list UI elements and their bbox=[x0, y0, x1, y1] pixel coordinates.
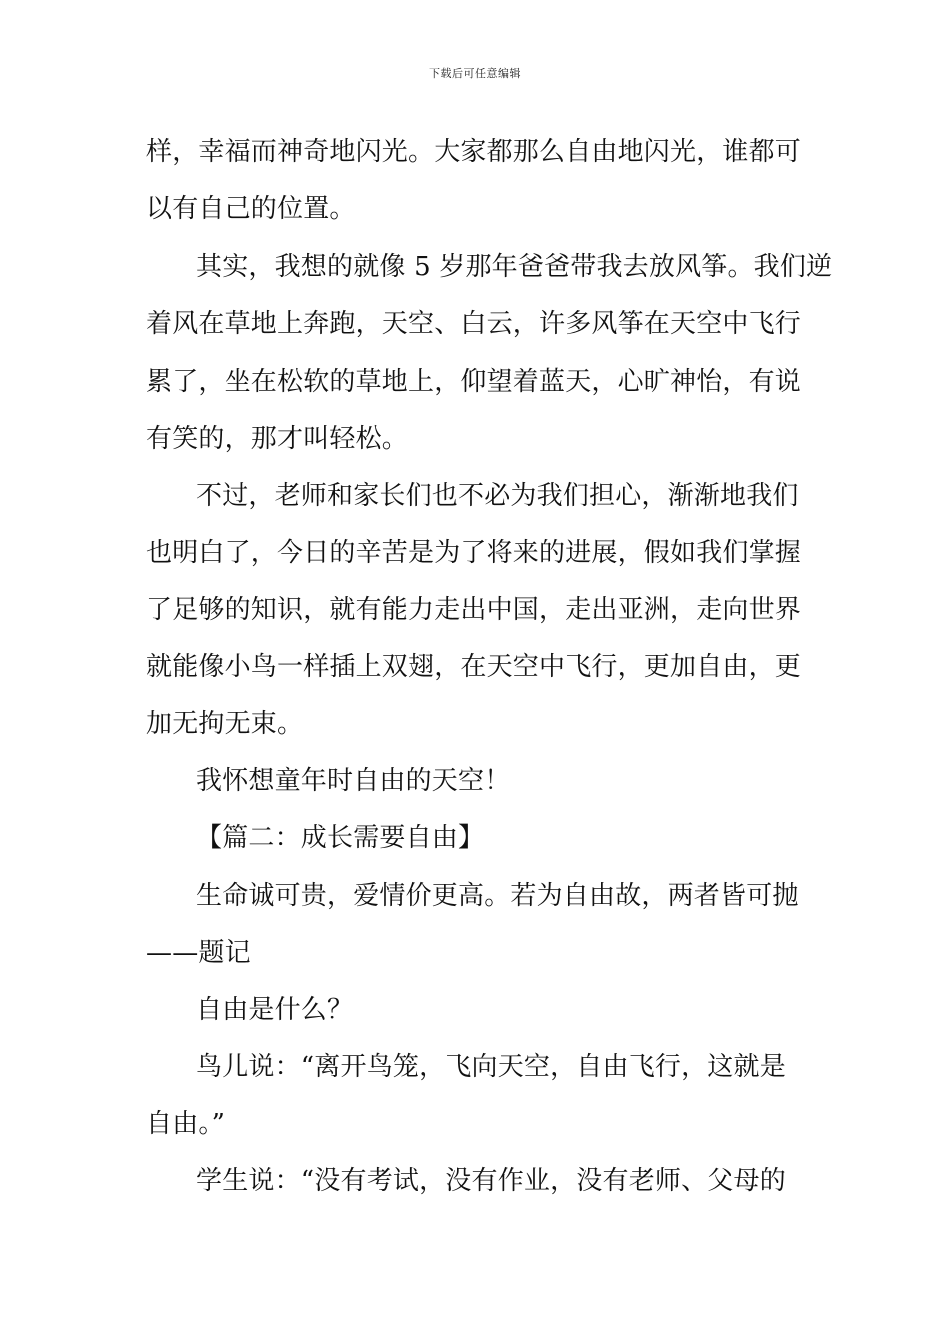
paragraph-line-12: 我怀想童年时自由的天空！ bbox=[196, 766, 511, 796]
paragraph-start-line-3: 其实，我想的就像 5 岁那年爸爸带我去放风筝。我们逆 bbox=[196, 252, 833, 282]
paragraph-line-16: 自由是什么？ bbox=[196, 995, 354, 1025]
body-line-4: 着风在草地上奔跑，天空、白云，许多风筝在天空中飞行 bbox=[146, 309, 802, 339]
body-line-18: 自由。” bbox=[146, 1109, 226, 1139]
epigraph-attribution: ——题记 bbox=[146, 938, 251, 968]
body-line-8: 也明白了，今日的辛苦是为了将来的进展，假如我们掌握 bbox=[146, 538, 802, 568]
body-line-11: 加无拘无束。 bbox=[146, 709, 304, 739]
epigraph-line: 生命诚可贵，爱情价更高。若为自由故，两者皆可抛 bbox=[196, 881, 799, 911]
paragraph-start-line-19: 学生说：“没有考试，没有作业，没有老师、父母的 bbox=[196, 1166, 786, 1196]
paragraph-start-line-7: 不过，老师和家长们也不必为我们担心，渐渐地我们 bbox=[196, 481, 799, 511]
body-line-1: 样，幸福而神奇地闪光。大家都那么自由地闪光，谁都可 bbox=[146, 137, 802, 167]
body-line-5: 累了，坐在松软的草地上，仰望着蓝天，心旷神怡，有说 bbox=[146, 367, 802, 397]
body-line-6: 有笑的，那才叫轻松。 bbox=[146, 424, 409, 454]
body-line-2: 以有自己的位置。 bbox=[146, 194, 356, 224]
paragraph-start-line-17: 鸟儿说：“离开鸟笼，飞向天空，自由飞行，这就是 bbox=[196, 1052, 786, 1082]
section-title: 【篇二：成长需要自由】 bbox=[196, 823, 485, 853]
page-header: 下载后可任意编辑 bbox=[429, 67, 521, 80]
body-line-10: 就能像小鸟一样插上双翅，在天空中飞行，更加自由，更 bbox=[146, 652, 802, 682]
body-line-9: 了足够的知识，就有能力走出中国，走出亚洲，走向世界 bbox=[146, 595, 802, 625]
